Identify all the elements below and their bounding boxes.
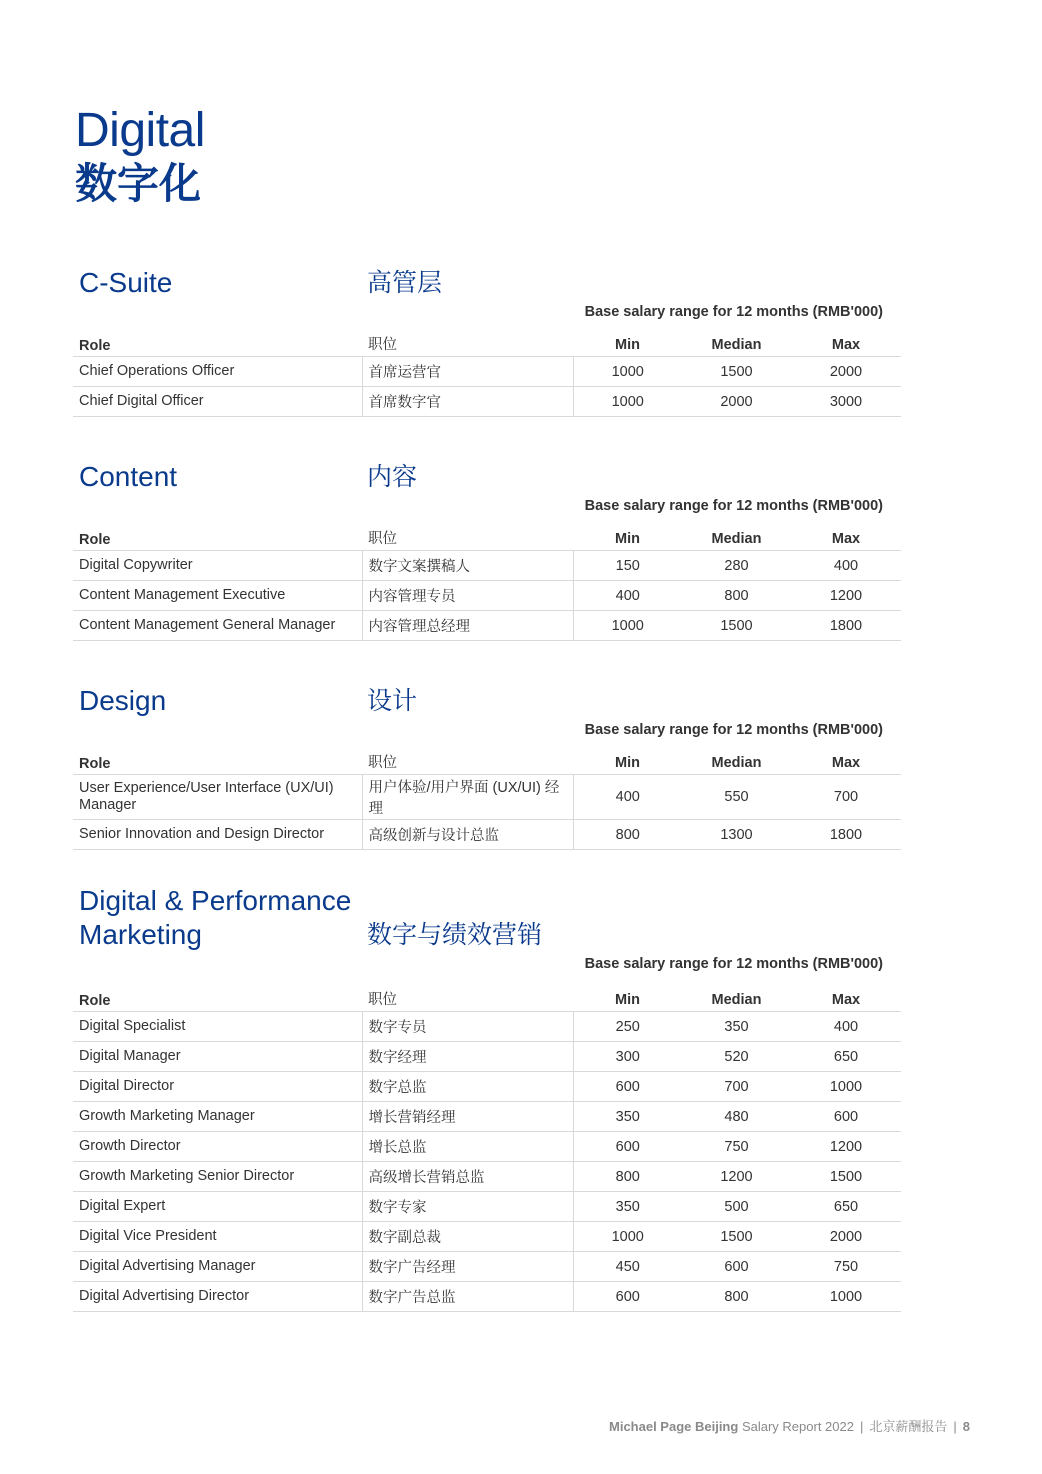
cell-role-zh: 数字文案撰稿人 (362, 551, 573, 581)
table-header (73, 323, 901, 357)
col-median: Median (682, 978, 791, 1012)
section-design (73, 684, 901, 850)
col-role: Role (73, 323, 362, 357)
cell-max: 2000 (791, 357, 901, 387)
col-min: Min (573, 517, 682, 551)
cell-role-zh: 用户体验/用户界面 (UX/UI) 经理 (362, 775, 573, 820)
cell-role-zh: 数字广告经理 (362, 1252, 573, 1282)
col-role-zh: 职位 (362, 978, 573, 1012)
cell-max: 3000 (791, 387, 901, 417)
cell-role: Growth Marketing Senior Director (73, 1162, 362, 1192)
page-number: 8 (962, 1419, 970, 1434)
footer-report: Salary Report 2022 (741, 1419, 854, 1434)
cell-median: 1500 (682, 357, 791, 387)
salary-note: Base salary range for 12 months (RMB'000) (584, 956, 883, 972)
cell-max: 1000 (791, 1282, 901, 1312)
table-row (73, 1222, 901, 1252)
cell-median: 2000 (682, 387, 791, 417)
cell-min: 450 (573, 1252, 682, 1282)
table-row (73, 1102, 901, 1132)
cell-min: 400 (573, 775, 682, 820)
salary-note: Base salary range for 12 months (RMB'000) (584, 722, 883, 738)
cell-role: Digital Vice President (73, 1222, 362, 1252)
col-median: Median (682, 517, 791, 551)
cell-min: 600 (573, 1132, 682, 1162)
cell-role-zh: 数字副总裁 (362, 1222, 573, 1252)
cell-max: 400 (791, 1012, 901, 1042)
cell-median: 520 (682, 1042, 791, 1072)
table-row (73, 1192, 901, 1222)
section-title-en-line1: Digital & Performance (79, 885, 352, 916)
cell-min: 300 (573, 1042, 682, 1072)
cell-role: Senior Innovation and Design Director (73, 820, 362, 850)
cell-role-zh: 高级增长营销总监 (362, 1162, 573, 1192)
salary-table (73, 741, 901, 850)
col-role: Role (73, 978, 362, 1012)
table-header (73, 517, 901, 551)
col-min: Min (573, 978, 682, 1012)
cell-median: 500 (682, 1192, 791, 1222)
cell-max: 1800 (791, 820, 901, 850)
cell-median: 800 (682, 1282, 791, 1312)
cell-median: 480 (682, 1102, 791, 1132)
col-max: Max (791, 517, 901, 551)
col-role: Role (73, 517, 362, 551)
cell-min: 1000 (573, 1222, 682, 1252)
salary-note: Base salary range for 12 months (RMB'000) (584, 498, 883, 514)
cell-role-zh: 首席运营官 (362, 357, 573, 387)
cell-median: 600 (682, 1252, 791, 1282)
table-row (73, 551, 901, 581)
section-title-zh: 设计 (367, 687, 418, 715)
section-c-suite (73, 266, 901, 417)
cell-median: 800 (682, 581, 791, 611)
table-row (73, 387, 901, 417)
table-row (73, 581, 901, 611)
cell-max: 1000 (791, 1072, 901, 1102)
section-title-en: C-Suite (79, 267, 173, 298)
cell-role-zh: 数字专家 (362, 1192, 573, 1222)
col-min: Min (573, 323, 682, 357)
cell-role: Growth Director (73, 1132, 362, 1162)
section-title-zh: 内容 (367, 463, 418, 491)
table-row (73, 357, 901, 387)
cell-max: 650 (791, 1042, 901, 1072)
salary-note: Base salary range for 12 months (RMB'000) (584, 304, 883, 320)
section-title-zh: 数字与绩效营销 (367, 921, 543, 949)
table-row (73, 1132, 901, 1162)
page-title-en: Digital (75, 104, 205, 157)
page-title (75, 104, 205, 208)
table-row (73, 1282, 901, 1312)
table-row (73, 1252, 901, 1282)
col-median: Median (682, 741, 791, 775)
footer-report-zh: 北京薪酬报告 (869, 1419, 948, 1434)
section-title-en-line2: Marketing (79, 919, 202, 950)
cell-min: 800 (573, 820, 682, 850)
cell-role: Chief Operations Officer (73, 357, 362, 387)
col-max: Max (791, 741, 901, 775)
cell-role: Digital Director (73, 1072, 362, 1102)
page-footer: Michael Page Beijing Salary Report 2022 | 北京薪酬报告 | 8 (609, 1419, 970, 1434)
table-row (73, 775, 901, 820)
cell-role-zh: 内容管理专员 (362, 581, 573, 611)
cell-role-zh: 高级创新与设计总监 (362, 820, 573, 850)
cell-min: 350 (573, 1102, 682, 1132)
col-role-zh: 职位 (362, 741, 573, 775)
col-role-zh: 职位 (362, 517, 573, 551)
cell-role: Digital Manager (73, 1042, 362, 1072)
cell-max: 400 (791, 551, 901, 581)
cell-role-zh: 数字广告总监 (362, 1282, 573, 1312)
cell-max: 750 (791, 1252, 901, 1282)
cell-max: 1500 (791, 1162, 901, 1192)
cell-min: 400 (573, 581, 682, 611)
cell-role: Digital Copywriter (73, 551, 362, 581)
cell-role: Digital Advertising Director (73, 1282, 362, 1312)
table-row (73, 1072, 901, 1102)
cell-max: 700 (791, 775, 901, 820)
cell-max: 2000 (791, 1222, 901, 1252)
cell-role: Digital Specialist (73, 1012, 362, 1042)
cell-min: 250 (573, 1012, 682, 1042)
cell-role: Digital Expert (73, 1192, 362, 1222)
table-row (73, 1162, 901, 1192)
cell-role: Digital Advertising Manager (73, 1252, 362, 1282)
cell-median: 350 (682, 1012, 791, 1042)
table-header (73, 741, 901, 775)
cell-role-zh: 数字经理 (362, 1042, 573, 1072)
cell-role: User Experience/User Interface (UX/UI) Manager (73, 775, 362, 820)
cell-min: 1000 (573, 611, 682, 641)
cell-role-zh: 数字专员 (362, 1012, 573, 1042)
section-title-zh: 高管层 (367, 269, 443, 297)
cell-max: 1200 (791, 1132, 901, 1162)
cell-min: 150 (573, 551, 682, 581)
section-title-en: Content (79, 461, 178, 492)
cell-role-zh: 数字总监 (362, 1072, 573, 1102)
col-max: Max (791, 323, 901, 357)
col-min: Min (573, 741, 682, 775)
col-median: Median (682, 323, 791, 357)
cell-median: 550 (682, 775, 791, 820)
cell-role: Content Management General Manager (73, 611, 362, 641)
cell-median: 1500 (682, 611, 791, 641)
cell-min: 600 (573, 1282, 682, 1312)
cell-role: Growth Marketing Manager (73, 1102, 362, 1132)
cell-max: 650 (791, 1192, 901, 1222)
section-digital-performance-marketing (73, 884, 901, 1312)
cell-min: 1000 (573, 387, 682, 417)
cell-role-zh: 增长总监 (362, 1132, 573, 1162)
salary-table (73, 323, 901, 417)
cell-role: Chief Digital Officer (73, 387, 362, 417)
footer-brand: Michael Page Beijing (609, 1419, 739, 1434)
cell-min: 600 (573, 1072, 682, 1102)
cell-role: Content Management Executive (73, 581, 362, 611)
cell-median: 1300 (682, 820, 791, 850)
cell-role-zh: 内容管理总经理 (362, 611, 573, 641)
table-row (73, 611, 901, 641)
cell-min: 800 (573, 1162, 682, 1192)
salary-table (73, 517, 901, 641)
page-title-zh: 数字化 (75, 160, 202, 207)
cell-max: 1800 (791, 611, 901, 641)
cell-median: 700 (682, 1072, 791, 1102)
cell-median: 1500 (682, 1222, 791, 1252)
cell-median: 750 (682, 1132, 791, 1162)
cell-min: 1000 (573, 357, 682, 387)
table-row (73, 1042, 901, 1072)
col-role-zh: 职位 (362, 323, 573, 357)
salary-table (73, 978, 901, 1312)
table-row (73, 1012, 901, 1042)
cell-max: 1200 (791, 581, 901, 611)
cell-max: 600 (791, 1102, 901, 1132)
cell-role-zh: 首席数字官 (362, 387, 573, 417)
table-header (73, 978, 901, 1012)
cell-median: 280 (682, 551, 791, 581)
section-title-en: Design (79, 685, 167, 716)
cell-role-zh: 增长营销经理 (362, 1102, 573, 1132)
col-max: Max (791, 978, 901, 1012)
cell-median: 1200 (682, 1162, 791, 1192)
section-content (73, 460, 901, 641)
cell-min: 350 (573, 1192, 682, 1222)
table-row (73, 820, 901, 850)
col-role: Role (73, 741, 362, 775)
